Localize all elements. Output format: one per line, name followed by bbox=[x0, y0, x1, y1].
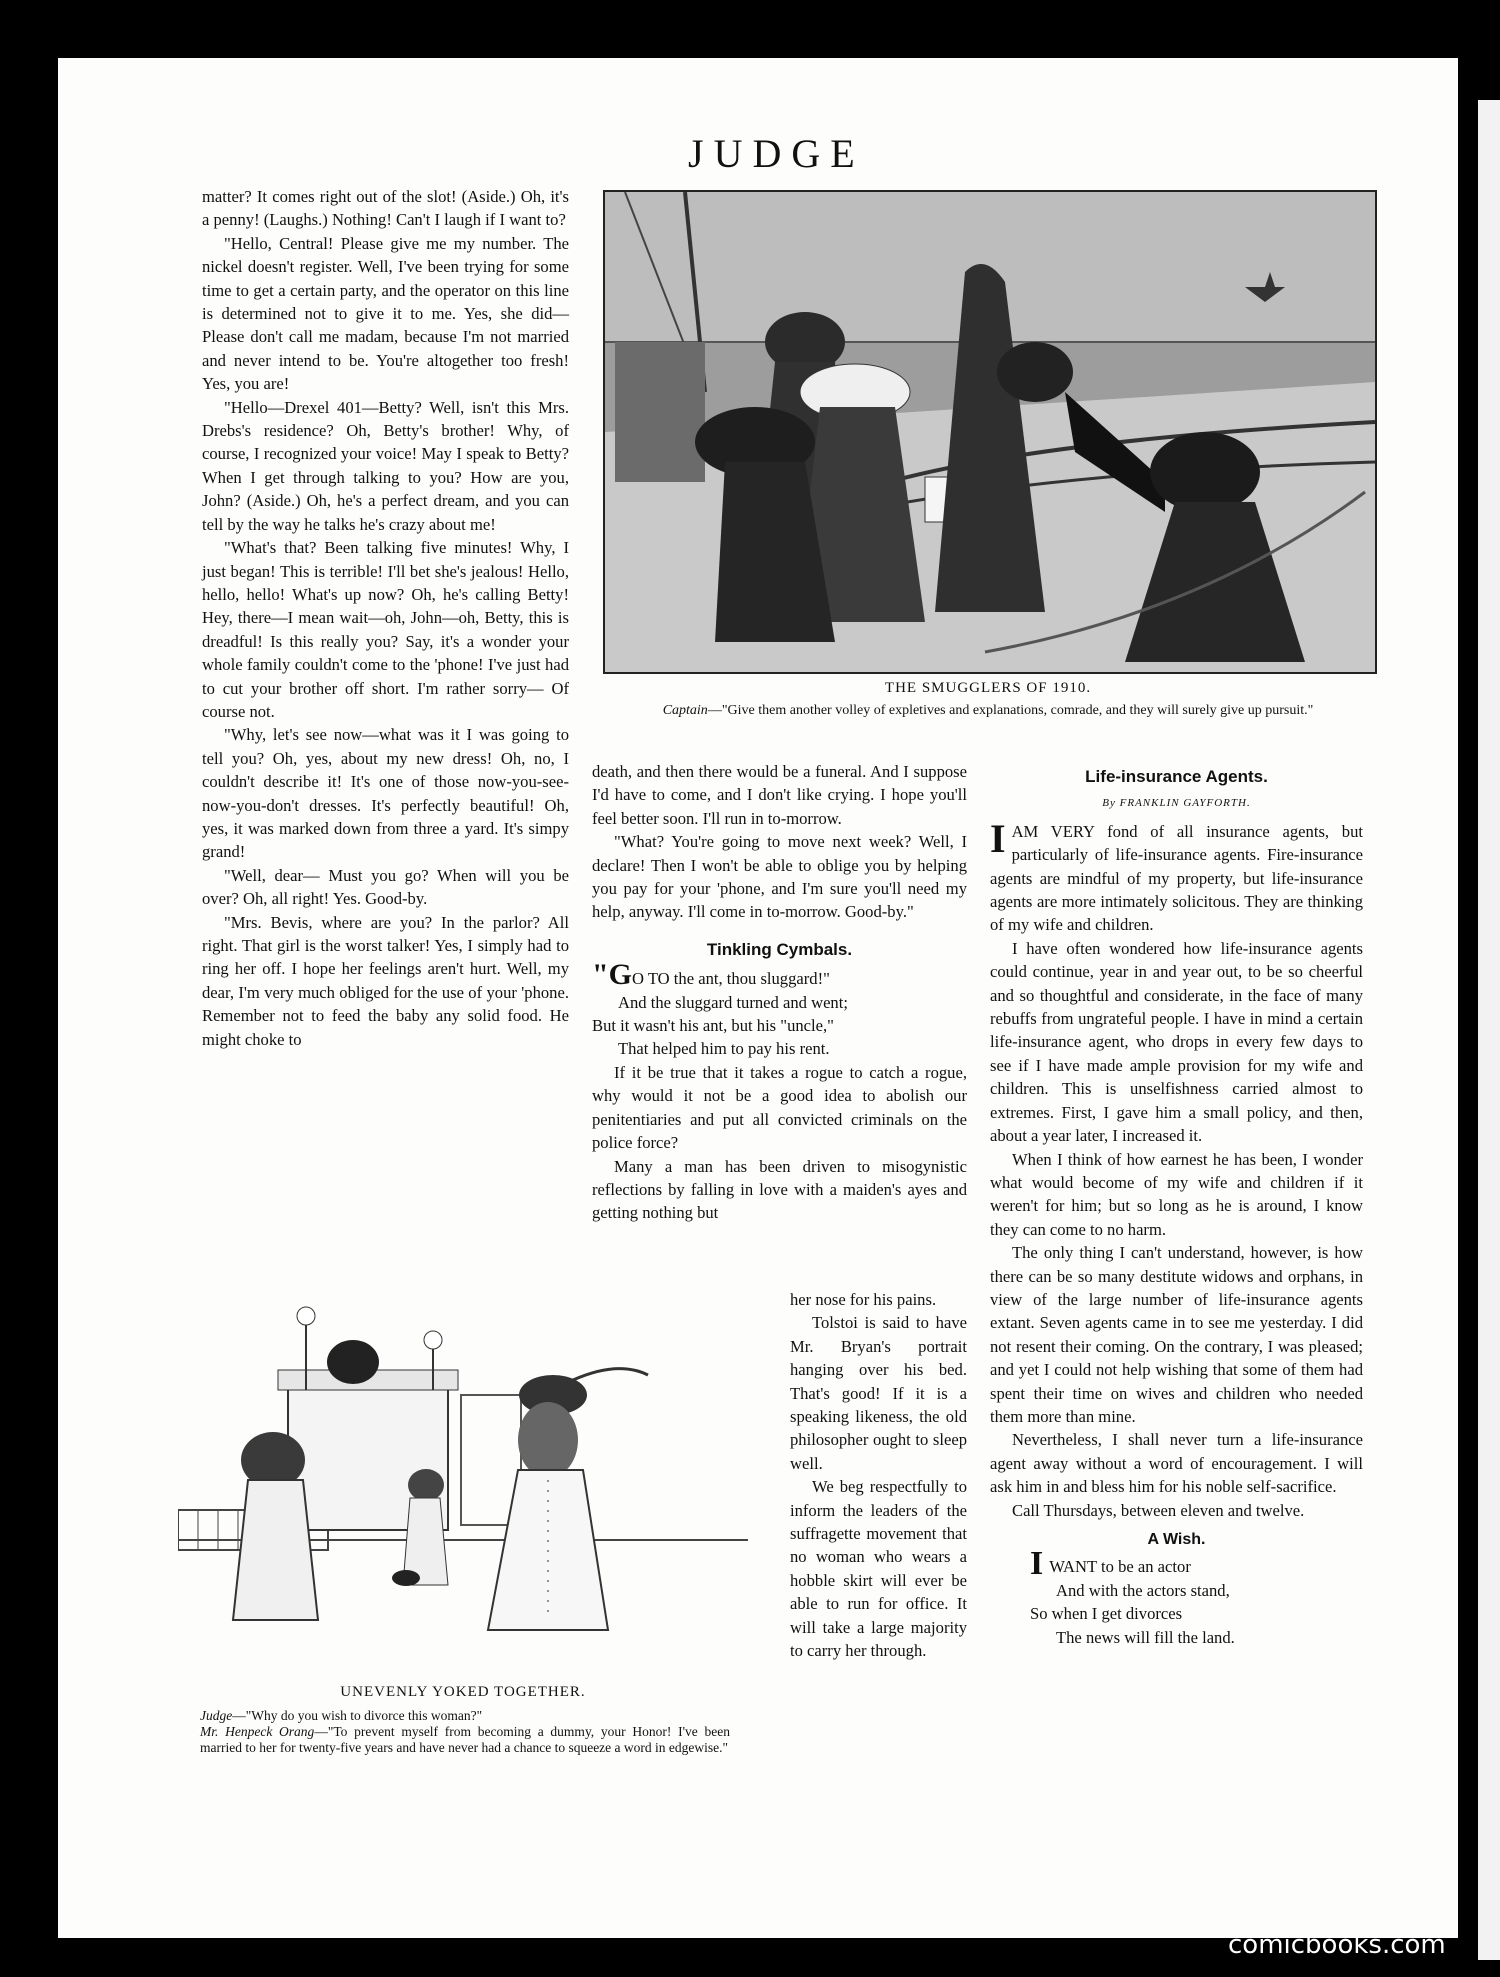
caption-quote: —"Give them another volley of expletives and explanations, comrade, and they will surely give up pursuit." bbox=[707, 703, 1314, 718]
col3-paragraph: Nevertheless, I shall never turn a life-insurance agent away without a word of encouragement. I will ask him in and bless him for his noble self-sacrifice. bbox=[990, 1430, 1363, 1497]
column-1 bbox=[202, 185, 569, 1051]
column-2 bbox=[592, 760, 967, 1225]
poem-drop-cap: "G bbox=[592, 958, 632, 992]
courtroom-caption bbox=[200, 1708, 730, 1756]
byline: By FRANKLIN GAYFORTH. bbox=[1102, 797, 1251, 810]
col1-paragraph: "What's that? Been talking five minutes! Why, I just began! This is terrible! I'll bet she's jealous! Hello, hello, hello! What's up now? Oh, he's calling Betty! Hey, there—I mean wait—oh, John—oh, Betty, this is dreadful! Is this really you? Say, it's a wonder your whole family couldn't come to the 'phone! I've just had to cut your brother off short. I'm rather sorry— Of course not. bbox=[202, 538, 569, 721]
smugglers-caption bbox=[603, 702, 1373, 719]
narrow-paragraph: her nose for his pains. bbox=[790, 1290, 937, 1309]
col1-paragraph: "Hello, Central! Please give me my number. The nickel doesn't register. Well, I've been trying for some time to get a certain party, and the operator on this line is determined not to give it to me. Yes, she did— Please don't call me madam, because I'm not married and never intend to be. You're altogether too fresh! Yes, you are! bbox=[202, 233, 569, 394]
wish-poem bbox=[990, 1545, 1363, 1649]
next-page-edge bbox=[1478, 100, 1500, 1960]
caption-line: Mr. Henpeck Orang—"To prevent myself from becoming a dummy, your Honor! I've been married to her for twenty-five years and have never had a chance to squeeze a word in edgewise." bbox=[200, 1724, 730, 1755]
smugglers-drawing bbox=[605, 192, 1375, 672]
tinkling-cymbals-heading: Tinkling Cymbals. bbox=[706, 939, 853, 959]
column-3 bbox=[990, 765, 1363, 1649]
narrow-paragraph: Tolstoi is said to have Mr. Bryan's portrait hanging over his bed. That's good! If it is a speaking likeness, the old philosopher ought to sleep well. bbox=[790, 1313, 967, 1473]
poem-line: "GO TO the ant, thou sluggard!" bbox=[592, 958, 830, 992]
col3-paragraph: IAM VERY fond of all insurance agents, but particularly of life-insurance agents. Fire-insurance agents are mindful of my property, but life-insurance agents are more intimately solicitous. They are thinking of my wife and children. bbox=[990, 815, 1363, 935]
col2-paragraph: If it be true that it takes a rogue to catch a rogue, why would it not be a good idea to abolish our penitentiaries and put all convicted criminals on the police force? bbox=[592, 1062, 967, 1153]
col3-paragraph: Call Thursdays, between eleven and twelve. bbox=[1012, 1500, 1305, 1520]
poem-line: And the sluggard turned and went; bbox=[618, 992, 848, 1012]
courtroom-caption-title: UNEVENLY YOKED TOGETHER. bbox=[340, 1684, 586, 1700]
col1-paragraph: "Why, let's see now—what was it I was going to tell you? Oh, yes, about my new dress! Oh, no, I couldn't describe it! It's one of those now-you-see-now-you-don't dresses. It's perfectly beautiful! Oh, yes, it was marked down from three a yard. It's simpy grand! bbox=[202, 725, 569, 862]
watermark: comicbooks.com bbox=[1228, 1930, 1446, 1960]
col2-paragraph: Many a man has been driven to misogynistic reflections by falling in love with a maiden's ayes and getting nothing but bbox=[592, 1156, 967, 1223]
caption-speaker: Captain bbox=[662, 703, 708, 718]
poem-line: So when I get divorces bbox=[1030, 1604, 1183, 1624]
masthead: JUDGE bbox=[688, 131, 865, 176]
poem-line: That helped him to pay his rent. bbox=[618, 1039, 830, 1059]
col1-paragraph: "Hello—Drexel 401—Betty? Well, isn't this Mrs. Drebs's residence? Oh, Betty's brother! Why, of course, I recognized your voice! May I speak to Betty? When I get through talking to you? How are you, John? (Aside.) Oh, he's a perfect dream, and you can tell by the way he talks he's crazy about me! bbox=[202, 397, 569, 534]
poem-line: And with the actors stand, bbox=[1056, 1580, 1230, 1600]
poem-line: The news will fill the land. bbox=[1056, 1627, 1235, 1647]
poem-line: But it wasn't his ant, but his "uncle," bbox=[592, 1016, 834, 1036]
drop-cap: I bbox=[990, 815, 1006, 861]
col1-paragraph: matter? It comes right out of the slot! (Aside.) Oh, it's a penny! (Laughs.) Nothing! Can't I laugh if I want to? bbox=[202, 187, 569, 230]
narrow-paragraph: We beg respectfully to inform the leaders of the suffragette movement that no woman who wears a hobble skirt will ever be able to run for office. It will take a large majority to carry her through. bbox=[790, 1477, 967, 1661]
col2-paragraph: death, and then there would be a funeral. And I suppose I'd have to come, and I don't like crying. I hope you'll feel better soon. I'll run in to-morrow. bbox=[592, 762, 967, 828]
a-wish-heading: A Wish. bbox=[1147, 1531, 1206, 1548]
col1-paragraph: "Well, dear— Must you go? When will you be over? Oh, all right! Yes. Good-by. bbox=[202, 865, 569, 909]
caption-speaker: Mr. Henpeck Orang bbox=[200, 1724, 315, 1739]
poem-line: IWANT to be an actor bbox=[1030, 1545, 1191, 1583]
col3-paragraph: The only thing I can't understand, however, is how there can be so many destitute widows and orphans, in view of the large number of life-insurance agents extant. Seven agents came in to see me yesterday. I did not resent their coming. On the contrary, I was pleased; and yet I could not help wishing that some of them had spent their time on wives and children who needed them more than mine. bbox=[990, 1243, 1363, 1426]
col1-paragraph: "Mrs. Bevis, where are you? In the parlor? All right. That girl is the worst talker! Yes, I simply had to ring her off. I hope her feelings aren't hurt. Well, my dear, I'm very much obliged for the use of your 'phone. Remember not to feed the baby any solid food. He might choke to bbox=[202, 912, 569, 1049]
courtroom-illustration bbox=[178, 1300, 748, 1670]
smugglers-illustration bbox=[603, 190, 1377, 674]
life-insurance-heading: Life-insurance Agents. bbox=[1085, 767, 1268, 786]
col3-paragraph: When I think of how earnest he has been, I wonder what would become of my wife and children if it weren't for him; but so long as he is around, I know they can come to no harm. bbox=[990, 1149, 1363, 1239]
col2-paragraph: "What? You're going to move next week? Well, I declare! Then I won't be able to oblige you by helping you pay for your 'phone, and I'm sure you'll need my help, anyway. I'll come in to-morrow. Good-by." bbox=[592, 832, 967, 922]
courtroom-drawing bbox=[178, 1300, 748, 1670]
col3-paragraph: I have often wondered how life-insurance agents could continue, year in and year out, to be so cheerful and so thoughtful and considerate, in the face of many rebuffs from ungrateful people. I have in mind a certain life-insurance agent, who drops in every few days to see if I have made ample provision for my wife and children. This is unselfishness carried almost to extremes. First, I gave him a small policy, and then, about a year later, I increased it. bbox=[990, 938, 1363, 1146]
smugglers-caption-title: THE SMUGGLERS OF 1910. bbox=[884, 680, 1092, 696]
narrow-column bbox=[790, 1288, 967, 1663]
ant-poem bbox=[592, 958, 967, 1061]
caption-speaker: Judge bbox=[200, 1708, 233, 1723]
caption-line: Judge—"Why do you wish to divorce this woman?" bbox=[200, 1708, 483, 1723]
poem-drop-cap: I bbox=[1030, 1545, 1044, 1583]
